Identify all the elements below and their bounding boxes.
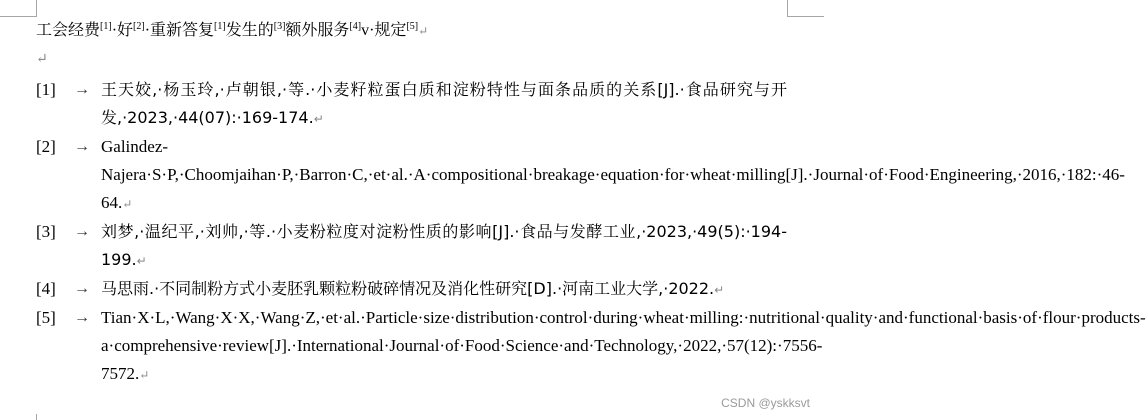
tab-arrow-icon: → — [74, 280, 90, 297]
reference-item — [0, 218, 824, 275]
reference-item — [0, 304, 1146, 389]
watermark-label: CSDN @yskksvt — [721, 396, 810, 410]
paragraph-mark-icon: ↵ — [714, 283, 725, 297]
heading-text-part: 发生的 — [225, 22, 274, 39]
reference-number: [2] — [36, 137, 56, 156]
citation-superscript: [5] — [406, 21, 419, 32]
page-corner-mark-top-right — [787, 0, 824, 17]
heading-text-part: ·好 — [111, 22, 134, 39]
citation-superscript: [1] — [214, 21, 226, 32]
reference-text: Tian·X·L,·Wang·X·X,·Wang·Z,·et·al.·Particle·size·distribution·control·during·wheat·milling:·nutritional·quality·and·functional·basis·of·flour·products-a·comprehensive·review[J].·International·Journal·of·Food·Science·and·Technology,·2022,·57(12):·7556-7572. — [101, 308, 1146, 383]
reference-text: 刘梦,·温纪平,·刘帅,·等.·小麦粉粒度对淀粉性质的影响[J].·食品与发酵工业,·2023,·49(5):·194-199. — [101, 222, 787, 269]
paragraph-mark-icon: ↵ — [136, 254, 147, 268]
tab-arrow-icon: → — [74, 223, 90, 240]
reference-text-line — [101, 133, 1125, 218]
reference-number: [3] — [36, 222, 56, 241]
page-corner-mark-top-left — [0, 0, 37, 17]
heading-text-part: ·重新答复 — [144, 22, 215, 39]
paragraph-mark-icon: ↵ — [122, 197, 133, 211]
reference-number: [4] — [36, 279, 56, 298]
reference-number: [5] — [36, 308, 56, 327]
paragraph-mark-icon: ↵ — [313, 112, 324, 126]
reference-item — [0, 275, 824, 304]
reference-item — [0, 76, 824, 133]
tab-arrow-icon: → — [74, 81, 90, 98]
reference-number: [1] — [36, 80, 56, 99]
citation-superscript: [2] — [133, 21, 145, 32]
reference-text-line — [101, 76, 787, 133]
reference-item — [0, 133, 1125, 218]
reference-text-line — [101, 304, 1146, 389]
citation-superscript: [4] — [349, 21, 362, 32]
page-margin-mark-bottom-left — [36, 414, 37, 420]
heading-text-part: 额外服务 — [285, 22, 350, 39]
reference-text: 马思雨.·不同制粉方式小麦胚乳颗粒粉破碎情况及消化性研究[D].·河南工业大学,·2022. — [101, 279, 715, 298]
heading-text-part: v·规定 — [361, 22, 407, 39]
paragraph-mark-icon: ↵ — [418, 24, 429, 38]
reference-text: Galindez-Najera·S·P,·Choomjaihan·P,·Barron·C,·et·al.·A·compositional·breakage·equation·for·wheat·milling[J].·Journal·of·Food·Engineering,·2016,·182:·46-64. — [101, 137, 1125, 212]
reference-text-line — [101, 218, 787, 275]
paragraph-mark-icon: ↵ — [139, 368, 150, 382]
reference-text-line — [101, 275, 787, 304]
citation-superscript: [1] — [100, 21, 112, 32]
citation-superscript: [3] — [273, 21, 286, 32]
citation-heading-line — [36, 20, 428, 44]
reference-list — [0, 76, 1146, 389]
empty-paragraph-mark-icon: ↵ — [36, 52, 48, 67]
heading-text-part: 工会经费 — [36, 22, 101, 39]
tab-arrow-icon: → — [74, 309, 90, 326]
reference-text: 王天姣,·杨玉玲,·卢朝银,·等.·小麦籽粒蛋白质和淀粉特性与面条品质的关系[J].·食品研究与开发,·2023,·44(07):·169-174. — [101, 80, 787, 127]
tab-arrow-icon: → — [74, 138, 90, 155]
